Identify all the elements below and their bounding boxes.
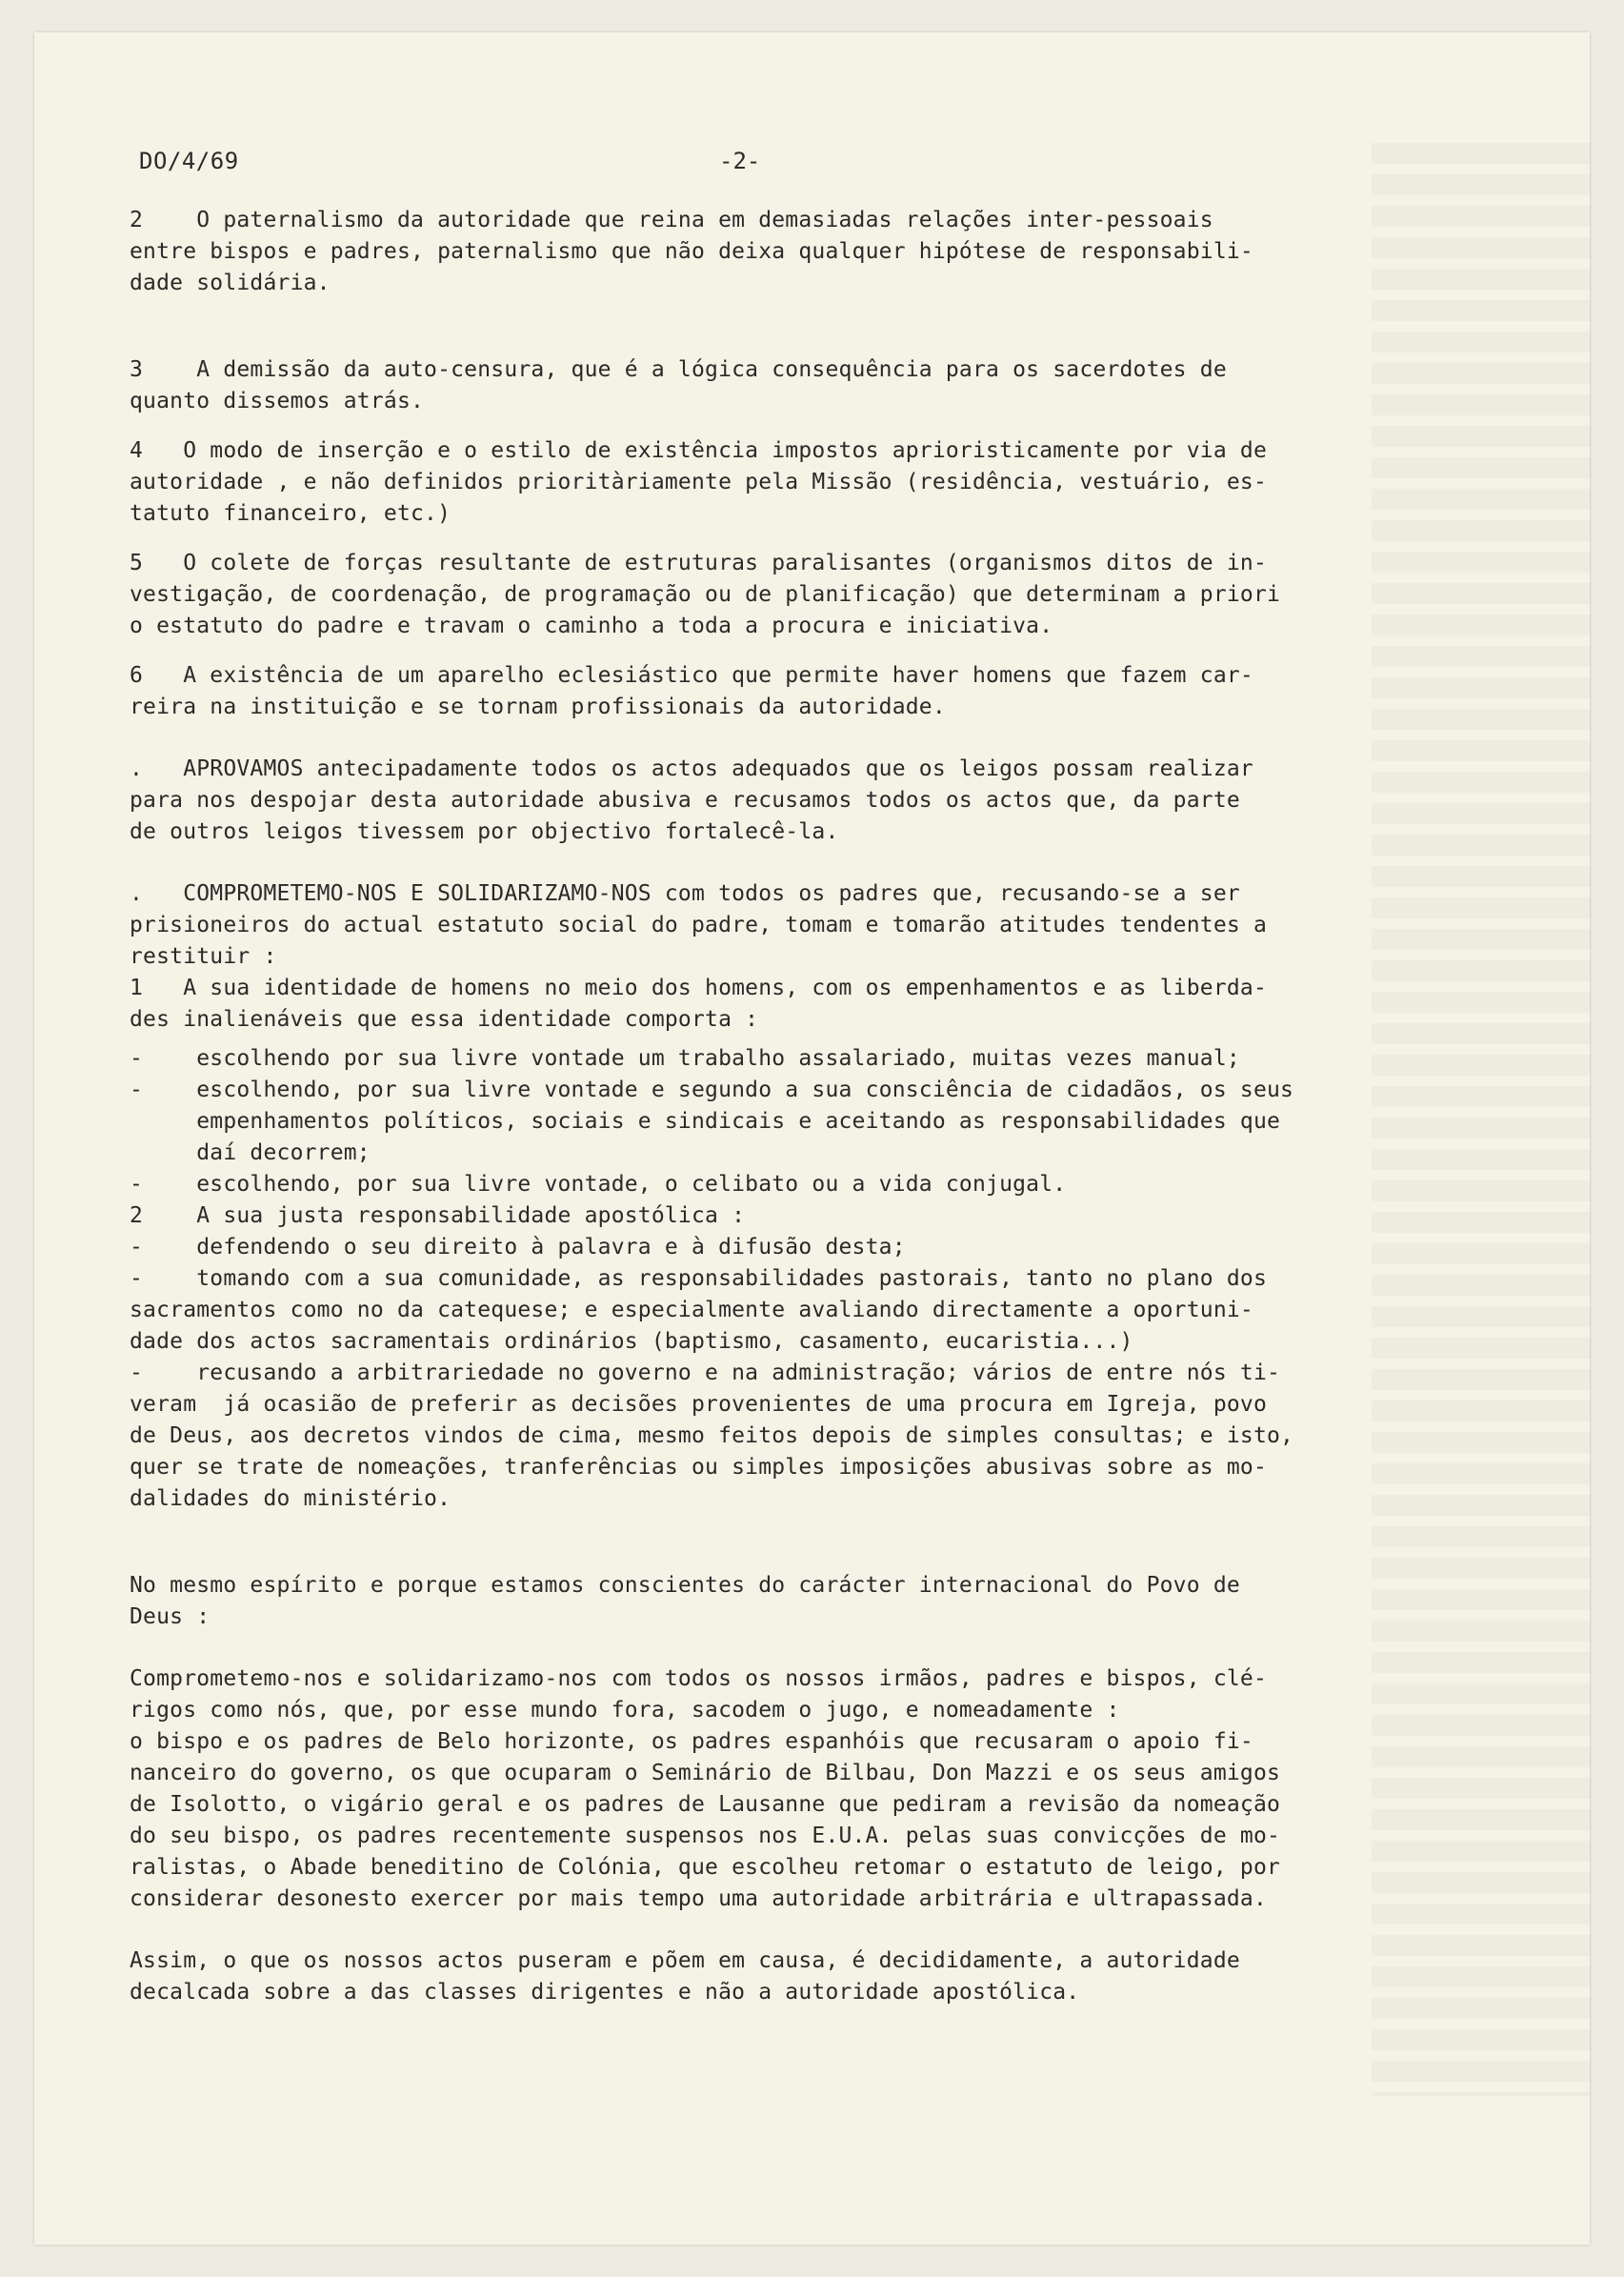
paragraph-comprometemo <box>130 878 1406 1036</box>
text-line: Assim, o que os nossos actos puseram e põem em causa, é decididamente, a autoridade <box>130 1948 1240 1973</box>
text-line: rigos como nós, que, por esse mundo fora, sacodem o jugo, e nomeadamente : <box>130 1698 1120 1723</box>
paragraph-2 <box>130 205 1406 299</box>
text-line: considerar desonesto exercer por mais tempo uma autoridade arbitrária e ultrapassada. <box>130 1886 1268 1911</box>
text-line: para nos despojar desta autoridade abusiva e recusamos todos os actos que, da parte <box>130 788 1240 813</box>
list-item: 2 A sua justa responsabilidade apostólica : <box>130 1203 746 1228</box>
paragraph-4 <box>130 435 1406 530</box>
text-line: tatuto financeiro, etc.) <box>130 501 451 526</box>
list-item: daí decorrem; <box>130 1140 371 1165</box>
paragraph-conclusion <box>130 1945 1406 2008</box>
paragraph-6 <box>130 660 1406 723</box>
text-line: des inalienáveis que essa identidade comporta : <box>130 1007 759 1032</box>
text-line: 2 O paternalismo da autoridade que reina em demasiadas relações inter-pessoais <box>130 208 1213 232</box>
paragraph-5 <box>130 548 1406 642</box>
paragraph-3 <box>130 354 1406 417</box>
list-item: - tomando com a sua comunidade, as responsabilidades pastorais, tanto no plano dos <box>130 1266 1268 1291</box>
text-line: 1 A sua identidade de homens no meio dos homens, com os empenhamentos e as liberda- <box>130 976 1268 1000</box>
list-item: - defendendo o seu direito à palavra e à difusão desta; <box>130 1235 906 1259</box>
text-line: No mesmo espírito e porque estamos conscientes do carácter internacional do Povo de <box>130 1573 1240 1598</box>
document-body <box>130 205 1406 2008</box>
paragraph-mesmo-espirito <box>130 1570 1406 1633</box>
text-line: o estatuto do padre e travam o caminho a toda a procura e iniciativa. <box>130 614 1053 638</box>
text-line: prisioneiros do actual estatuto social do padre, tomam e tomarão atitudes tendentes a <box>130 913 1268 937</box>
text-line: Deus : <box>130 1604 211 1629</box>
text-line: nanceiro do governo, os que ocuparam o Seminário de Bilbau, Don Mazzi e os seus amigos <box>130 1761 1281 1785</box>
text-line: quanto dissemos atrás. <box>130 389 425 413</box>
text-line: . APROVAMOS antecipadamente todos os actos adequados que os leigos possam realizar <box>130 756 1253 781</box>
list-item: sacramentos como no da catequese; e especialmente avaliando directamente a oportuni- <box>130 1298 1253 1322</box>
text-line: dade solidária. <box>130 271 331 295</box>
page-number: -2- <box>719 148 761 174</box>
text-line: restituir : <box>130 944 277 969</box>
text-line: 5 O colete de forças resultante de estruturas paralisantes (organismos ditos de in- <box>130 551 1268 575</box>
text-line: autoridade , e não definidos prioritàriamente pela Missão (residência, vestuário, es- <box>130 470 1268 494</box>
text-line: entre bispos e padres, paternalismo que não deixa qualquer hipótese de responsabili- <box>130 239 1253 264</box>
list-item: dalidades do ministério. <box>130 1486 451 1511</box>
list-item: quer se trate de nomeações, tranferências ou simples imposições abusivas sobre as mo- <box>130 1455 1268 1480</box>
paragraph-solidarizamo <box>130 1663 1406 1915</box>
text-line: de outros leigos tivessem por objectivo fortalecê-la. <box>130 819 839 844</box>
text-line: 4 O modo de inserção e o estilo de existência impostos aprioristicamente por via de <box>130 438 1268 463</box>
text-line: ralistas, o Abade beneditino de Colónia, que escolheu retomar o estatuto de leigo, por <box>130 1855 1281 1880</box>
list-commitments <box>130 1043 1406 1515</box>
list-item: - escolhendo, por sua livre vontade, o celibato ou a vida conjugal. <box>130 1172 1067 1197</box>
document-reference: DO/4/69 <box>139 148 239 174</box>
text-line: vestigação, de coordenação, de programação ou de planificação) que determinam a priori <box>130 582 1281 607</box>
list-item: empenhamentos políticos, sociais e sindicais e aceitando as responsabilidades que <box>130 1109 1281 1134</box>
list-item: - recusando a arbitrariedade no governo e na administração; vários de entre nós ti- <box>130 1360 1281 1385</box>
list-item: de Deus, aos decretos vindos de cima, mesmo feitos depois de simples consultas; e isto, <box>130 1423 1294 1448</box>
text-line: 6 A existência de um aparelho eclesiástico que permite haver homens que fazem car- <box>130 663 1253 688</box>
text-line: 3 A demissão da auto-censura, que é a lógica consequência para os sacerdotes de <box>130 357 1227 382</box>
text-line: do seu bispo, os padres recentemente suspensos nos E.U.A. pelas suas convicções de mo- <box>130 1824 1281 1848</box>
paragraph-aprovamos <box>130 754 1406 848</box>
text-line: . COMPROMETEMO-NOS E SOLIDARIZAMO-NOS com todos os padres que, recusando-se a ser <box>130 881 1240 906</box>
text-line: decalcada sobre a das classes dirigentes e não a autoridade apostólica. <box>130 1980 1080 2005</box>
list-item: - escolhendo por sua livre vontade um trabalho assalariado, muitas vezes manual; <box>130 1046 1240 1071</box>
text-line: reira na instituição e se tornam profissionais da autoridade. <box>130 695 946 719</box>
text-line: Comprometemo-nos e solidarizamo-nos com todos os nossos irmãos, padres e bispos, clé- <box>130 1666 1268 1691</box>
list-item: - escolhendo, por sua livre vontade e segundo a sua consciência de cidadãos, os seus <box>130 1078 1294 1102</box>
list-item: dade dos actos sacramentais ordinários (baptismo, casamento, eucaristia...) <box>130 1329 1133 1354</box>
text-line: de Isolotto, o vigário geral e os padres de Lausanne que pediram a revisão da nomeação <box>130 1792 1281 1817</box>
text-line: o bispo e os padres de Belo horizonte, os padres espanhóis que recusaram o apoio fi- <box>130 1729 1253 1754</box>
list-item: veram já ocasião de preferir as decisões provenientes de uma procura em Igreja, povo <box>130 1392 1268 1417</box>
